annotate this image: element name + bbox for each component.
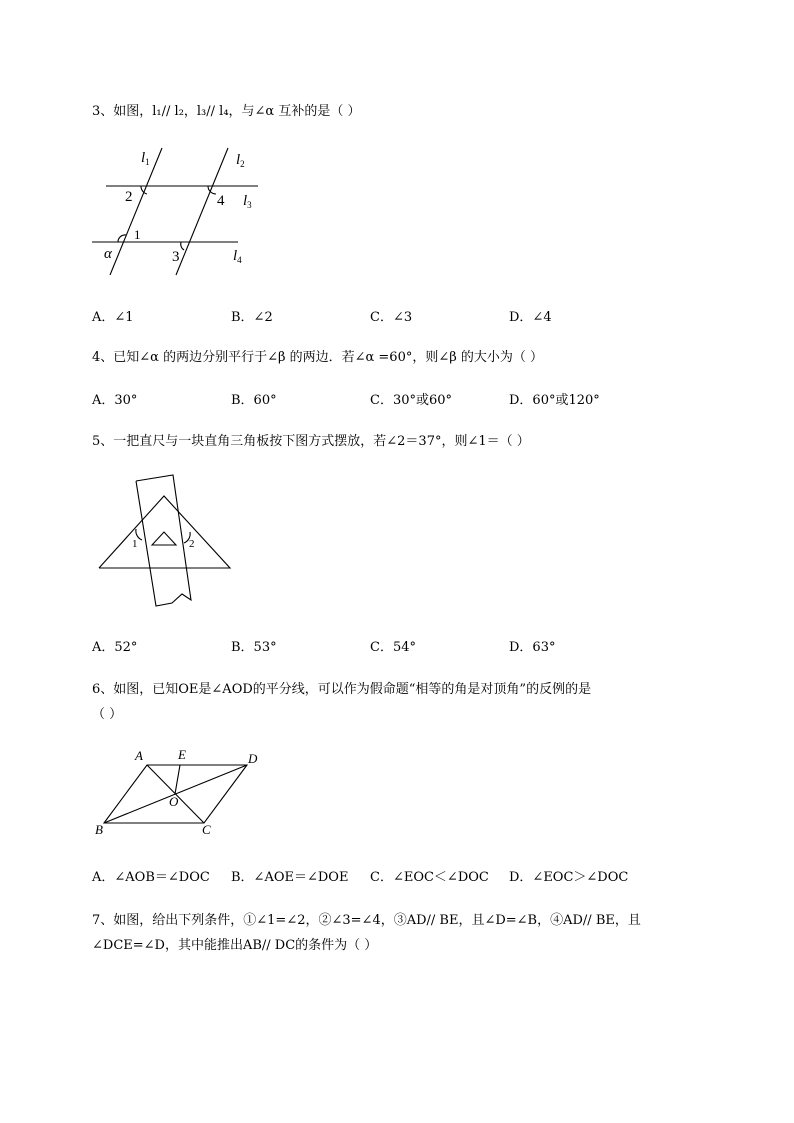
q6-label-a: A (135, 748, 143, 763)
q6-figure (92, 745, 267, 840)
q6-option-d[interactable]: D．∠EOC＞∠DOC (509, 870, 629, 885)
q6-stem-line1: 6、如图，已知OE是∠AOD的平分线，可以作为假命题“相等的角是对顶角”的反例的是 (92, 682, 592, 697)
q6-label-c: C (202, 822, 211, 837)
q5-option-b[interactable]: B．53° (231, 640, 277, 655)
q7-stem-line1: 7、如图，给出下列条件，①∠1=∠2，②∠3=∠4，③AD// BE，且∠D=∠B，④AD// BE，且 (92, 913, 641, 928)
q5-option-d[interactable]: D．63° (509, 640, 556, 655)
q3-label-l4: $l_4$ (233, 248, 242, 265)
q6-option-c[interactable]: C．∠EOC＜∠DOC (370, 870, 489, 885)
q5-stem: 5、一把直尺与一块直角三角板按下图方式摆放，若∠2＝37°，则∠1＝（ ） (92, 434, 530, 449)
q5-option-c[interactable]: C．54° (370, 640, 416, 655)
q3-angle-alpha: α (104, 246, 112, 262)
q5-angle-1: 1 (132, 538, 138, 550)
q6-label-b: B (95, 822, 103, 837)
q3-stem: 3、如图，l₁// l₂，l₃// l₄，与∠α 互补的是（ ） (92, 104, 361, 119)
q4-option-d[interactable]: D．60°或120° (509, 393, 600, 408)
q3-angle-2: 2 (125, 189, 133, 205)
q5-figure (96, 470, 236, 610)
q7-stem-line2: ∠DCE=∠D，其中能推出AB// DC的条件为（ ） (92, 938, 378, 953)
q3-angle-4: 4 (217, 193, 225, 209)
q6-label-e: E (178, 747, 186, 762)
q3-option-a[interactable]: A．∠1 (92, 310, 134, 325)
q5-option-a[interactable]: A．52° (92, 640, 138, 655)
q3-option-c[interactable]: C．∠3 (370, 310, 413, 325)
q3-option-d[interactable]: D．∠4 (509, 310, 552, 325)
q3-label-l2: $l_2$ (236, 152, 245, 169)
q4-stem: 4、已知∠α 的两边分别平行于∠β 的两边．若∠α =60°，则∠β 的大小为（ ） (92, 350, 544, 365)
q6-stem-line2: （ ） (92, 707, 123, 722)
q6-label-o: O (169, 794, 179, 809)
q6-option-b[interactable]: B．∠AOE＝∠DOE (231, 870, 349, 885)
q3-angle-3: 3 (172, 249, 180, 265)
q6-label-d: D (248, 751, 258, 766)
q3-angle-1: 1 (134, 227, 141, 242)
q6-option-a[interactable]: A．∠AOB＝∠DOC (92, 870, 210, 885)
q4-option-c[interactable]: C．30°或60° (370, 393, 453, 408)
q3-figure (88, 142, 268, 277)
q3-label-l3: $l_3$ (243, 193, 252, 210)
q4-option-a[interactable]: A．30° (92, 393, 138, 408)
q5-angle-2: 2 (189, 538, 195, 550)
q3-label-l1: $l_1$ (141, 150, 150, 167)
q3-option-b[interactable]: B．∠2 (231, 310, 273, 325)
q4-option-b[interactable]: B．60° (231, 393, 277, 408)
